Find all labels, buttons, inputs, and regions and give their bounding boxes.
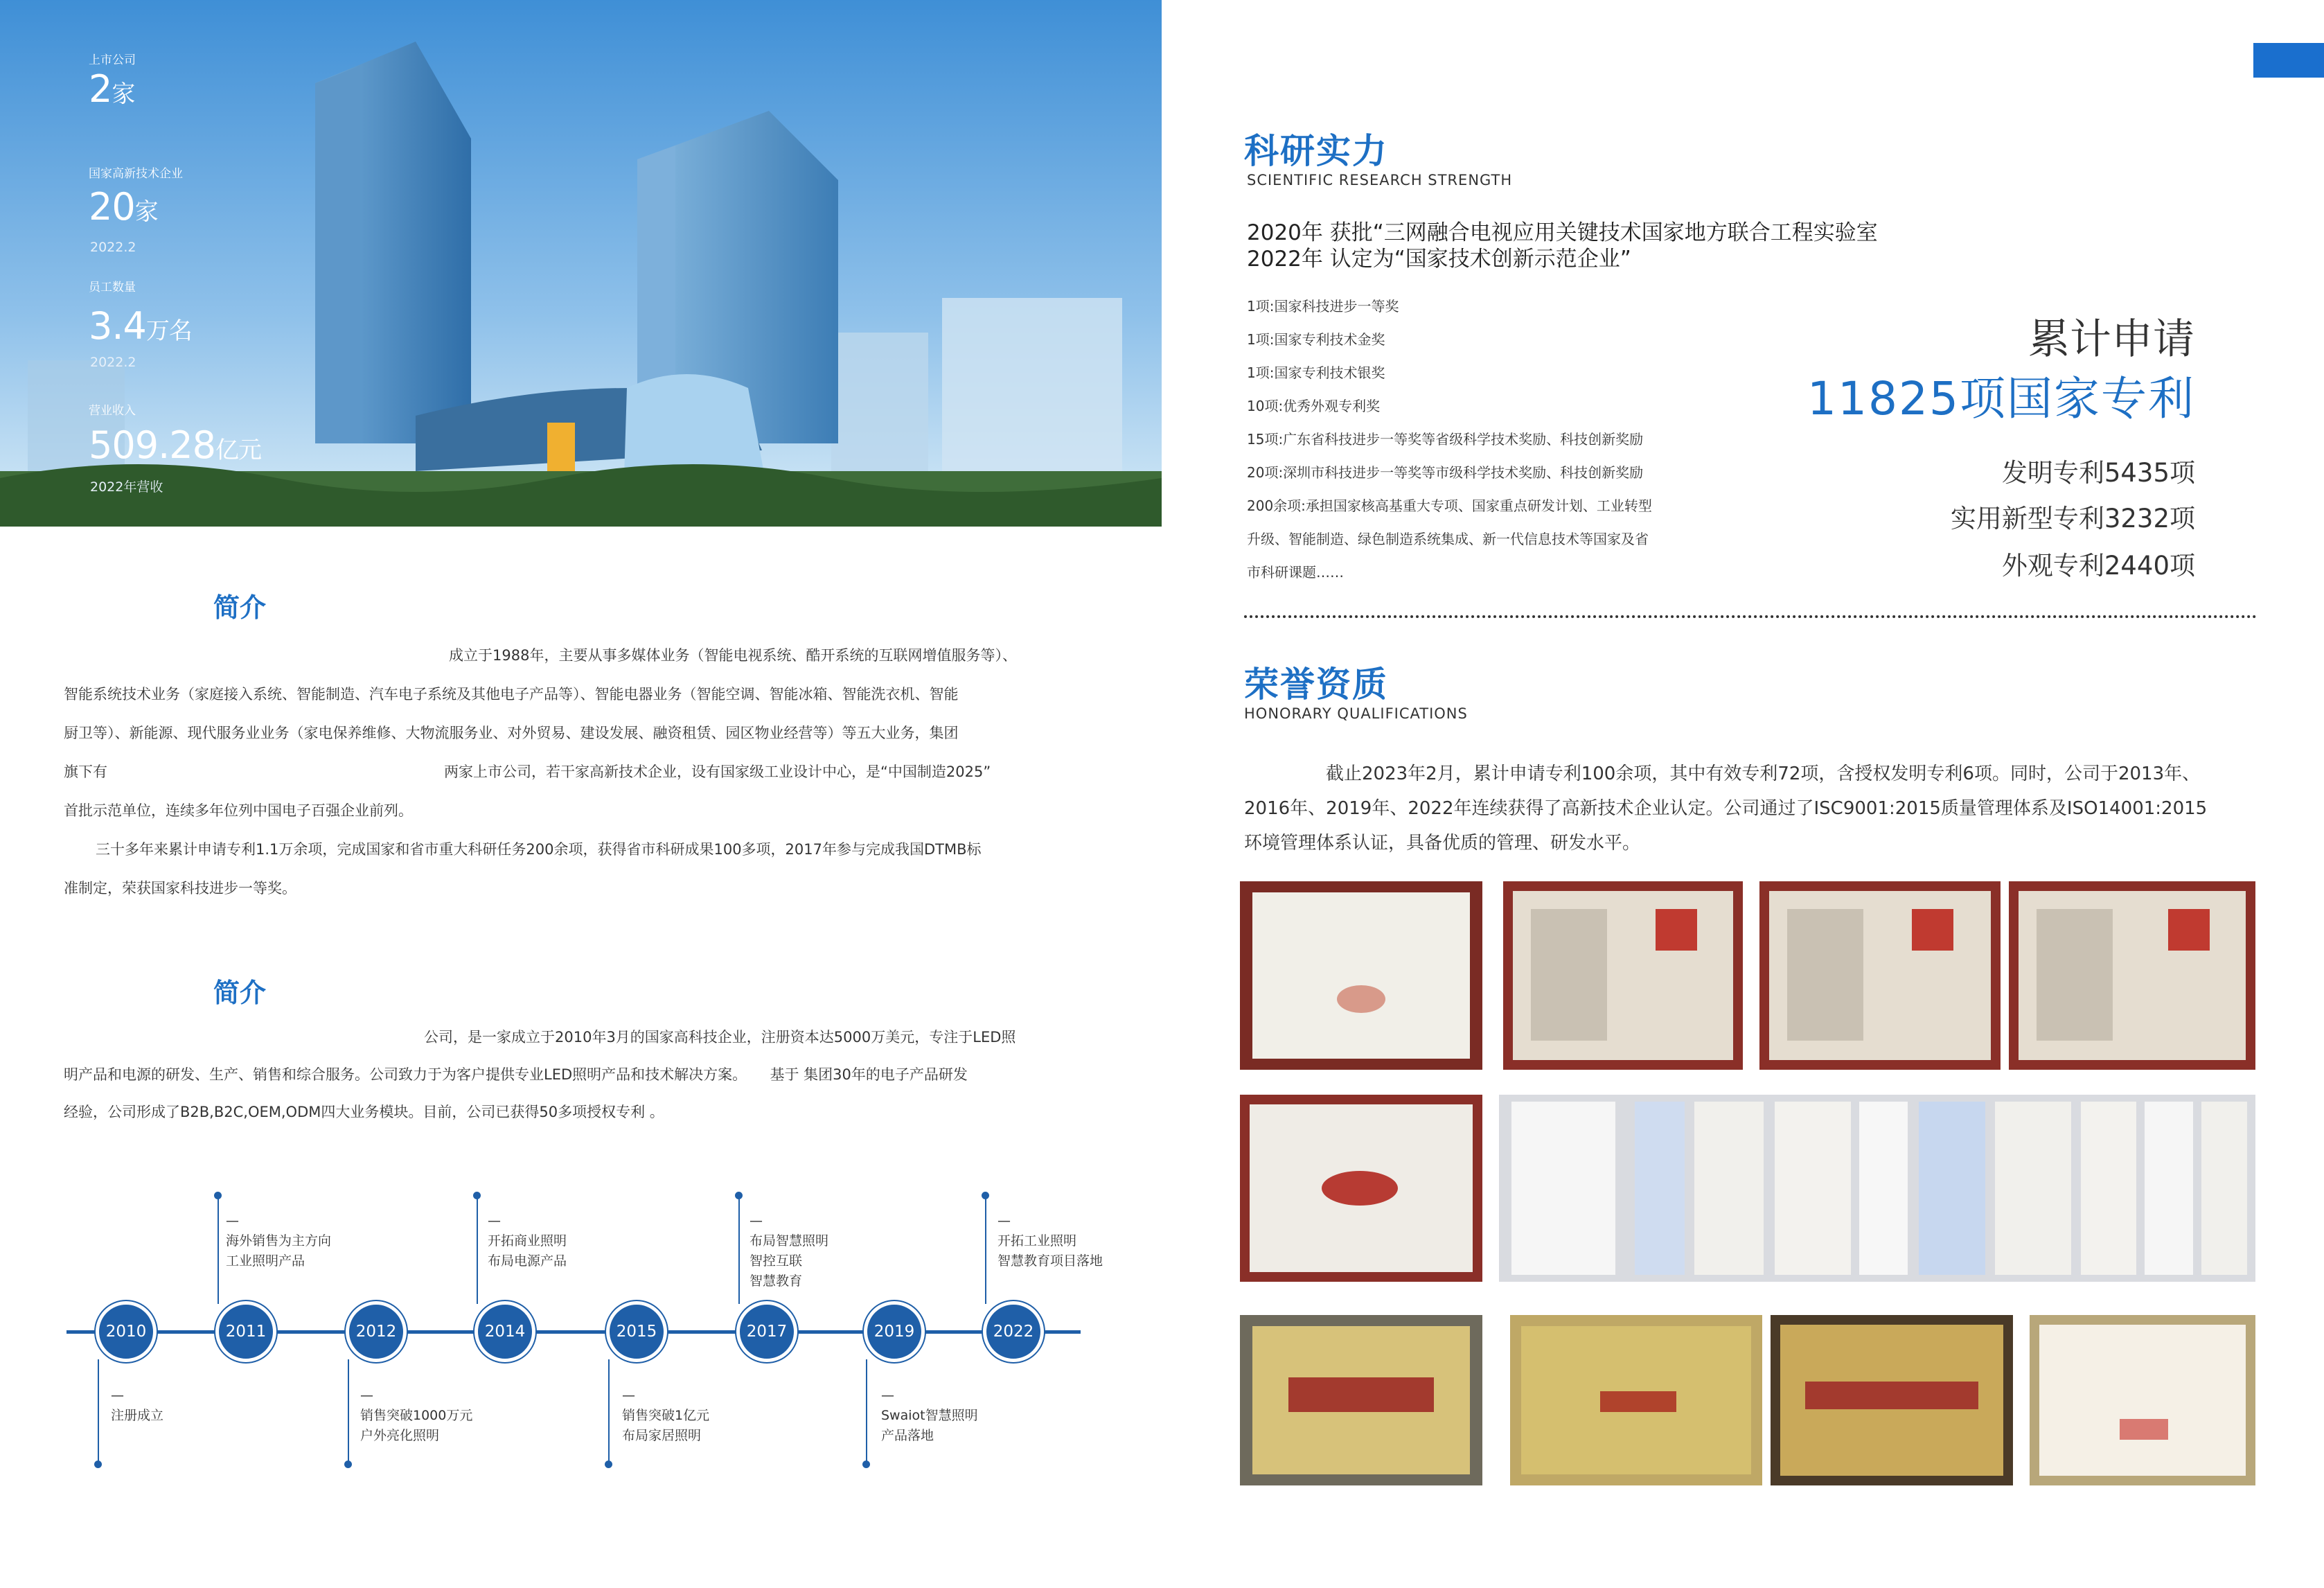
dotted-divider	[1244, 615, 2257, 618]
timeline-year: 2011	[215, 1301, 276, 1362]
stat-value-listed: 2家	[89, 67, 135, 111]
timeline-event: — 销售突破1000万元 户外亮化照明	[360, 1388, 473, 1443]
patent-total: 11825项国家专利	[1807, 372, 2195, 425]
certificate-image	[1503, 881, 1743, 1070]
timeline-stem	[218, 1196, 219, 1304]
stat-sub-revenue: 2022年营收	[90, 479, 163, 495]
timeline-stem	[866, 1359, 867, 1465]
stat-label-listed: 上市公司	[89, 53, 136, 67]
timeline-event: — 销售突破1亿元 布局家居照明	[622, 1388, 710, 1443]
stat-label-staff: 员工数量	[89, 281, 136, 294]
timeline-event: — Swaiot智慧照明 产品落地	[881, 1388, 978, 1443]
honor-paragraph: 截止2023年2月，累计申请专利100余项，其中有效专利72项，含授权发明专利6项。同时，公司于2013年、 2016年、2019年、2022年连续获得了高新技术企业认定。公司通过了ISC9001:2015质量管理体系及ISO14001:2015 环境管理体系认证，具备优质的管理、研发水平。	[1244, 764, 2208, 854]
patent-design: 外观专利2440项	[2001, 551, 2195, 581]
timeline-dot	[735, 1192, 743, 1199]
cumulative-label: 累计申请	[2028, 315, 2194, 364]
timeline-dot	[344, 1461, 352, 1468]
award-item: 1项:国家专利技术金奖	[1247, 331, 1385, 348]
award-item: 200余项:承担国家核高基重大专项、国家重点研发计划、工业转型	[1247, 497, 1652, 514]
award-item: 升级、智能制造、绿色制造系统集成、新一代信息技术等国家及省	[1247, 531, 1649, 547]
stat-label-revenue: 营业收入	[89, 404, 136, 418]
timeline-year: 2010	[96, 1301, 157, 1362]
award-item: 1项:国家专利技术银奖	[1247, 364, 1385, 381]
research-line-2: 2022年 认定为“国家技术创新示范企业”	[1247, 247, 1631, 272]
timeline-stem	[348, 1359, 349, 1465]
timeline-year: 2012	[346, 1301, 407, 1362]
timeline-year: 2015	[606, 1301, 667, 1362]
certificate-image	[1240, 1095, 1482, 1282]
timeline-dot	[982, 1192, 989, 1199]
timeline-dot	[214, 1192, 222, 1199]
stat-label-hightech: 国家高新技术企业	[89, 167, 183, 181]
stat-value-staff: 3.4万名	[89, 304, 192, 348]
certificate-image	[1759, 881, 2001, 1070]
timeline-event: — 海外销售为主方向 工业照明产品	[226, 1213, 332, 1269]
timeline-year: 2019	[864, 1301, 925, 1362]
timeline-stem	[477, 1196, 478, 1304]
timeline-stem	[98, 1359, 99, 1465]
certificate-plaque	[1240, 1315, 1482, 1485]
timeline-year: 2017	[736, 1301, 797, 1362]
timeline-stem	[738, 1196, 740, 1304]
timeline-dot	[862, 1461, 870, 1468]
certificate-plaque	[1510, 1315, 1762, 1485]
intro-paragraph-1: 成立于1988年，主要从事多媒体业务（智能电视系统、酷开系统的互联网增值服务等）、 智能系统技术业务（家庭接入系统、智能制造、汽车电子系统及其他电子产品等）、智能电器业务（智能空调、智能冰箱、智能洗衣机、智能 厨卫等）、新能源、现代服务业业务（家电保养维修、大物流服务业、对外贸易、建设发展、融资租赁、园区物业经营等）等五大业务，集团 旗下有 两家上市公司，若干家高新技术企业，设有国家级工业设计中心，是“中国制造2025” 首批示范单位，连续多年位列中国电子百强企业前列。 三十多年来累计申请专利1.1万余项，完成国家和省市重大科研任务200余项，获得省市科研成果100多项，2017年参与完成我国DTMB标 准制定，荣获国家科技进步一等奖。	[64, 647, 1017, 897]
timeline-event: — 注册成立	[111, 1388, 164, 1423]
honor-title: 荣誉资质	[1244, 664, 1388, 705]
timeline-dot	[473, 1192, 481, 1199]
intro-title-1: 简介	[213, 592, 267, 623]
award-item: 10项:优秀外观专利奖	[1247, 398, 1381, 414]
award-item: 20项:深圳市科技进步一等奖等市级科学技术奖励、科技创新奖励	[1247, 464, 1644, 481]
research-line-1: 2020年 获批“三网融合电视应用关键技术国家地方联合工程实验室	[1247, 220, 1878, 245]
timeline-year: 2022	[983, 1301, 1044, 1362]
timeline-event: — 开拓商业照明 布局电源产品	[488, 1213, 567, 1269]
stat-value-revenue: 509.28亿元	[89, 423, 261, 467]
intro-title-2: 简介	[213, 978, 267, 1008]
certificate-strip	[1499, 1095, 2255, 1282]
corner-tab	[2253, 43, 2324, 78]
timeline-dot	[605, 1461, 612, 1468]
awards-list	[1247, 295, 1732, 594]
timeline-year: 2014	[474, 1301, 535, 1362]
timeline-event: — 布局智慧照明 智控互联 智慧教育	[749, 1213, 829, 1289]
certificate-plaque	[1771, 1315, 2013, 1485]
stat-sub-hightech: 2022.2	[90, 240, 136, 255]
award-item: 市科研课题……	[1247, 564, 1344, 581]
stat-value-hightech: 20家	[89, 185, 158, 229]
honor-subtitle: HONORARY QUALIFICATIONS	[1244, 705, 1468, 722]
timeline-event: — 开拓工业照明 智慧教育项目落地	[997, 1213, 1103, 1269]
stat-sub-staff: 2022.2	[90, 355, 136, 370]
timeline-dot	[94, 1461, 102, 1468]
award-item: 1项:国家科技进步一等奖	[1247, 298, 1399, 315]
intro-paragraph-2: 公司，是一家成立于2010年3月的国家高科技企业，注册资本达5000万美元，专注于LED照 明产品和电源的研发、生产、销售和综合服务。公司致力于为客户提供专业LED照明产品和技术解决方案。 基于 集团30年的电子产品研发 经验，公司形成了B2B,B2C,OEM,ODM四大业务模块。目前，公司已获得50多项授权专利 。	[64, 1029, 1016, 1120]
certificate-plaque	[2030, 1315, 2255, 1485]
certificate-image	[1240, 881, 1482, 1070]
timeline-stem	[608, 1359, 610, 1465]
patent-invention: 发明专利5435项	[2001, 458, 2195, 488]
patent-utility: 实用新型专利3232项	[1950, 504, 2195, 533]
certificate-image	[2009, 881, 2255, 1070]
research-subtitle: SCIENTIFIC RESEARCH STRENGTH	[1247, 172, 1513, 188]
timeline-stem	[985, 1196, 986, 1304]
award-item: 15项:广东省科技进步一等奖等省级科学技术奖励、科技创新奖励	[1247, 431, 1644, 448]
research-title: 科研实力	[1244, 131, 1388, 171]
timeline	[0, 1178, 1162, 1497]
